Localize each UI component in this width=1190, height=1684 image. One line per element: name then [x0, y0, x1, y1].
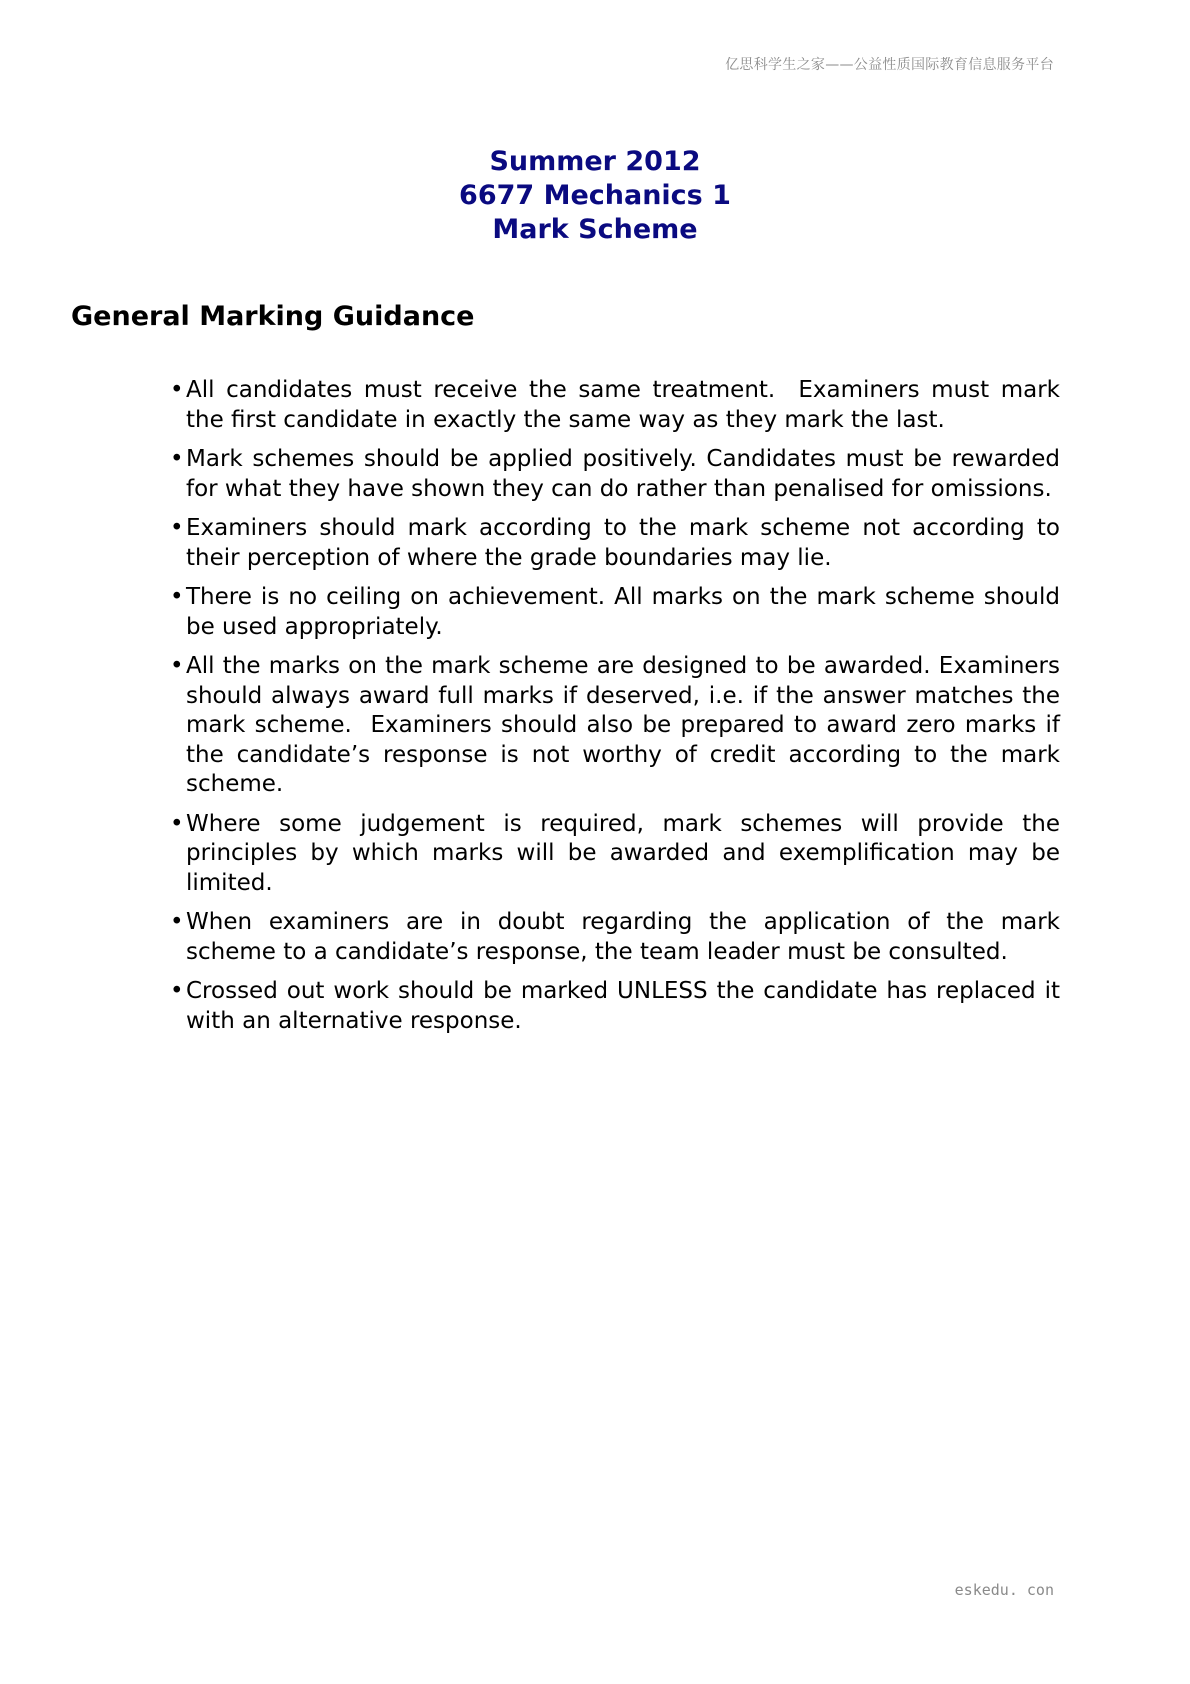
guidance-text: Examiners should mark according to the mark scheme not according to their perception of where the grade boundaries may lie.: [186, 515, 1068, 571]
bullet-icon: •: [170, 978, 184, 1004]
footer-watermark: eskedu. con: [954, 1581, 1054, 1599]
list-item: [170, 908, 1068, 967]
guidance-text: Where some judgement is required, mark schemes will provide the principles by which marks will be awarded and exemplification may be limited.: [186, 810, 1068, 896]
guidance-text: There is no ceiling on achievement. All marks on the mark scheme should be used appropriately.: [186, 584, 1068, 640]
bullet-icon: •: [170, 909, 184, 935]
list-item: [170, 583, 1068, 642]
bullet-icon: •: [170, 584, 184, 610]
list-item: [170, 376, 1068, 435]
guidance-text: Crossed out work should be marked UNLESS the candidate has replaced it with an alternative response.: [186, 978, 1068, 1034]
section-heading: General Marking Guidance: [71, 301, 475, 332]
list-item: [170, 810, 1068, 899]
guidance-list: [170, 376, 1068, 1046]
guidance-text: All candidates must receive the same treatment. Examiners must mark the first candidate in exactly the same way as they mark the last.: [186, 377, 1068, 433]
guidance-text: Mark schemes should be applied positively. Candidates must be rewarded for what they have shown they can do rather than penalised for omissions.: [186, 446, 1068, 502]
list-item: [170, 514, 1068, 573]
bullet-icon: •: [170, 446, 184, 472]
bullet-icon: •: [170, 653, 184, 679]
title-doc-type: Mark Scheme: [492, 214, 698, 245]
list-item: [170, 652, 1068, 800]
guidance-text: All the marks on the mark scheme are designed to be awarded. Examiners should always award full marks if deserved, i.e. if the answer matches the mark scheme. Examiners should also be prepared to award zero marks if the candidate’s response is not worthy of credit according to the mark scheme.: [186, 653, 1068, 797]
header-watermark: 亿思科学生之家——公益性质国际教育信息服务平台: [725, 57, 1054, 73]
bullet-icon: •: [170, 810, 184, 837]
bullet-icon: •: [170, 377, 184, 403]
bullet-icon: •: [170, 515, 184, 541]
title-paper: 6677 Mechanics 1: [459, 180, 731, 211]
title-session: Summer 2012: [489, 146, 701, 177]
list-item: [170, 445, 1068, 504]
list-item: [170, 977, 1068, 1036]
guidance-text: When examiners are in doubt regarding the application of the mark scheme to a candidate’s response, the team leader must be consulted.: [186, 909, 1068, 965]
document-title: [0, 145, 1190, 247]
